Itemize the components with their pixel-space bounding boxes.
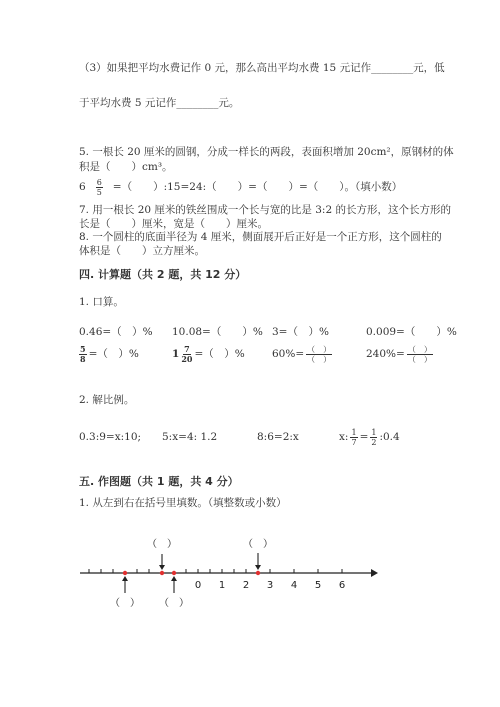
arrow-up-1-head bbox=[122, 576, 128, 581]
blank-upper-2[interactable]: （ ） bbox=[243, 539, 273, 550]
q6-fraction bbox=[96, 178, 103, 197]
tick-label-6: 6 bbox=[338, 580, 346, 591]
prop-d-f1-denominator: 7 bbox=[351, 437, 357, 447]
number-line-figure bbox=[0, 533, 500, 623]
q6-fraction-denominator: 5 bbox=[96, 187, 102, 197]
oral-h bbox=[366, 343, 435, 365]
oral-g-denominator: （ ） bbox=[307, 354, 332, 364]
point-marker bbox=[256, 571, 260, 575]
prop-d-fraction1 bbox=[350, 428, 357, 447]
point-marker bbox=[160, 571, 164, 575]
prop-d-post: :0.4 bbox=[379, 431, 400, 443]
prop-d-mid: = bbox=[359, 431, 369, 443]
oral-g bbox=[272, 343, 334, 365]
tick-label-2: 2 bbox=[242, 580, 250, 591]
oral-h-numerator: （ ） bbox=[407, 344, 432, 354]
oral-g-pre: 60%= bbox=[272, 348, 305, 360]
oral-f-numerator: 7 bbox=[184, 343, 190, 354]
point-marker bbox=[172, 571, 176, 575]
oral-h-fraction bbox=[407, 345, 433, 364]
tick-label-4: 4 bbox=[290, 580, 298, 591]
q5-line2: 积是（ ）cm³。 bbox=[79, 161, 173, 173]
prop-c: 8:6=2:x bbox=[257, 431, 299, 443]
blank-upper-1[interactable]: （ ） bbox=[147, 539, 177, 550]
prop-b: 5:x=4: 1.2 bbox=[162, 431, 218, 443]
prop-d-f2-numerator: 1 bbox=[371, 427, 377, 437]
tick-label-0: 0 bbox=[194, 580, 202, 591]
oral-e-numerator: 5 bbox=[80, 343, 86, 354]
prop-a: 0.3:9=x:10; bbox=[79, 431, 142, 443]
prop-d-fraction2 bbox=[370, 428, 377, 447]
oral-h-denominator: （ ） bbox=[407, 354, 432, 364]
oral-f-fraction bbox=[181, 345, 192, 364]
blank-lower-1[interactable]: （ ） bbox=[110, 598, 140, 609]
oral-f-whole: 1 bbox=[172, 348, 180, 360]
tick-label-3: 3 bbox=[266, 580, 274, 591]
q8-line2: 体积是（ ）立方厘米。 bbox=[79, 245, 205, 257]
point-marker bbox=[123, 571, 127, 575]
q6-number: 6 bbox=[79, 181, 86, 193]
oral-c: 3=（ ）% bbox=[272, 326, 329, 338]
blank-lower-2[interactable]: （ ） bbox=[159, 598, 189, 609]
prop-d-pre: x: bbox=[339, 431, 349, 443]
section4-title: 四. 计算题（共 2 题，共 12 分） bbox=[79, 268, 247, 281]
section4-sub2: 2. 解比例。 bbox=[79, 394, 135, 406]
q8-line1: 8. 一个圆柱的底面半径为 4 厘米，侧面展开后正好是一个正方形，这个圆柱的 bbox=[79, 231, 442, 243]
oral-f-denominator: 20 bbox=[181, 353, 193, 364]
oral-d: 0.009=（ ）% bbox=[366, 326, 457, 338]
oral-g-numerator: （ ） bbox=[307, 344, 332, 354]
arrow-up-2-head bbox=[171, 576, 177, 581]
prop-d-f2-denominator: 2 bbox=[371, 437, 377, 447]
tick-label-5: 5 bbox=[314, 580, 322, 591]
q3-line1: （3）如果把平均水费记作 0 元，那么高出平均水费 15 元记作________元，低 bbox=[79, 62, 445, 74]
oral-e-denominator: 8 bbox=[80, 353, 86, 364]
prop-d-f1-numerator: 1 bbox=[351, 427, 357, 437]
oral-e-fraction bbox=[79, 345, 87, 364]
q3-line2: 于平均水费 5 元记作________元。 bbox=[79, 97, 240, 109]
oral-h-pre: 240%= bbox=[366, 348, 405, 360]
q7-line2: 长是（ ）厘米，宽是（ ）厘米。 bbox=[79, 218, 268, 230]
section4-sub1: 1. 口算。 bbox=[79, 296, 124, 308]
oral-f bbox=[172, 343, 245, 365]
oral-a: 0.46=（ ）% bbox=[79, 326, 153, 338]
q5-line1: 5. 一根长 20 厘米的圆钢，分成一样长的两段，表面积增加 20cm²，原钢材的体 bbox=[79, 146, 454, 158]
q6-fraction-numerator: 6 bbox=[96, 177, 102, 187]
arrow-down-2-head bbox=[255, 565, 261, 570]
q7-line1: 7. 用一根长 20 厘米的铁丝围成一个长与宽的比是 3:2 的长方形，这个长方形的 bbox=[79, 204, 451, 216]
section5-sub1: 1. 从左到右在括号里填数。（填整数或小数） bbox=[79, 497, 287, 509]
q6-row bbox=[79, 176, 402, 198]
oral-g-fraction bbox=[306, 345, 332, 364]
oral-f-rest: =（ ）% bbox=[194, 348, 245, 360]
arrow-down-1-head bbox=[159, 565, 165, 570]
oral-e bbox=[79, 343, 139, 365]
oral-e-rest: =（ ）% bbox=[88, 348, 139, 360]
section5-title: 五. 作图题（共 1 题，共 4 分） bbox=[79, 475, 239, 488]
oral-b: 10.08=（ ）% bbox=[172, 326, 263, 338]
q6-rest: =（ ）:15=24:（ ）=（ ）=（ ）。（填小数） bbox=[112, 181, 403, 193]
number-line-arrowhead bbox=[371, 569, 378, 577]
tick-label-1: 1 bbox=[218, 580, 226, 591]
prop-d bbox=[339, 426, 400, 448]
